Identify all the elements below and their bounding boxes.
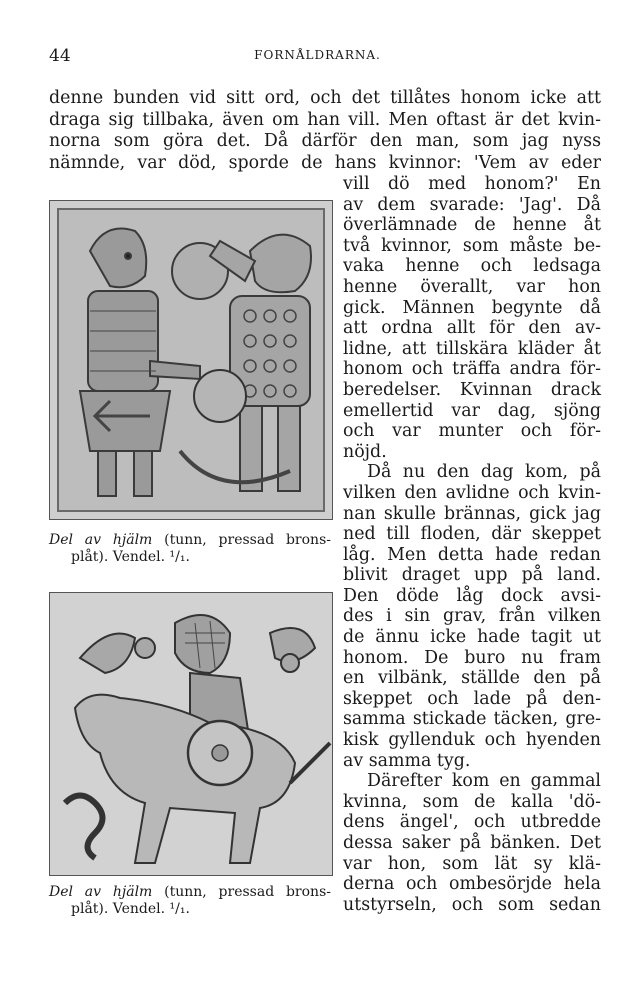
rider-relief-illustration: [50, 593, 332, 875]
page-number: 44: [49, 46, 71, 66]
text-line: vaka henne och ledsaga: [343, 256, 601, 277]
text-line: en vilbänk, ställde den på: [343, 668, 601, 689]
caption-text: plåt). Vendel. ¹/₁.: [71, 549, 190, 565]
right-text-column: [343, 174, 601, 915]
text-line: dens ängel', och utbredde: [343, 812, 601, 833]
text-line: samma stickade täcken, gre-: [343, 709, 601, 730]
text-line: att ordna allt för den av-: [343, 318, 601, 339]
text-line: lidne, att tillskära kläder åt: [343, 338, 601, 359]
text-line: vilken den avlidne och kvin-: [343, 482, 601, 503]
text-line: var hon, som lät sy klä-: [343, 853, 601, 874]
text-line: blivit draget upp på land.: [343, 565, 601, 586]
caption-text: (tunn, pressad brons-: [152, 884, 331, 900]
helmet-plate-figure-rider: [49, 592, 333, 876]
text-line: vill dö med honom?' En: [343, 174, 601, 194]
text-line: Den döde låg dock avsi-: [343, 585, 601, 606]
text-line: Därefter kom en gammal: [367, 771, 601, 792]
text-line: beredelser. Kvinnan drack: [343, 379, 601, 400]
text-line: honom och träffa andra för-: [343, 359, 601, 380]
text-line: två kvinnor, som måste be-: [343, 235, 601, 256]
text-line: av dem svarade: 'Jag'. Då: [343, 194, 601, 215]
text-line: denne bunden vid sitt ord, och det tillåtes honom icke att: [49, 88, 601, 108]
text-line: draga sig tillbaka, även om han vill. Men oftast är det kvin-: [49, 109, 601, 130]
text-line: kisk gyllenduk och hyenden: [343, 730, 601, 751]
caption-text: plåt). Vendel. ¹/₁.: [71, 901, 190, 917]
text-line: Då nu den dag kom, på: [367, 462, 601, 483]
full-width-paragraph: [49, 88, 601, 174]
text-line: dessa saker på bänken. Det: [343, 833, 601, 853]
text-line: ned till floden, där skeppet: [343, 524, 601, 545]
text-line: skeppet och lade på den-: [343, 688, 601, 709]
text-line: de ännu icke hade tagit ut: [343, 627, 601, 648]
text-line: des i sin grav, från vilken: [343, 606, 601, 627]
figure-caption-1: [49, 532, 331, 566]
text-line: låg. Men detta hade redan: [343, 544, 601, 565]
text-line: av samma tyg.: [343, 750, 471, 771]
warriors-relief-illustration: [50, 201, 332, 519]
caption-italic: Del av hjälm: [49, 884, 153, 900]
text-line: utstyrseln, och som sedan: [343, 894, 601, 915]
text-line: derna och ombesörjde hela: [343, 874, 601, 895]
caption-italic: Del av hjälm: [49, 532, 153, 548]
text-line: överlämnade de henne åt: [343, 215, 601, 236]
text-line: henne överallt, var hon: [343, 276, 601, 297]
text-line: nöjd.: [343, 441, 387, 462]
figure-caption-2: [49, 884, 331, 918]
text-line: norna som göra det. Då därför den man, som jag nyss: [49, 131, 601, 151]
text-line: och var munter och för-: [343, 421, 601, 442]
text-line: kvinna, som de kalla 'dö-: [343, 791, 601, 812]
text-line: nämnde, var död, sporde de hans kvinnor: 'Vem av eder: [49, 152, 601, 173]
helmet-plate-figure-warriors: [49, 200, 333, 520]
text-line: emellertid var dag, sjöng: [343, 400, 601, 421]
text-line: honom. De buro nu fram: [343, 647, 601, 668]
text-line: nan skulle brännas, gick jag: [343, 503, 601, 524]
running-title: FORNÅLDRARNA.: [254, 48, 381, 62]
text-line: gick. Männen begynte då: [343, 297, 601, 318]
caption-text: (tunn, pressad brons-: [152, 532, 331, 548]
